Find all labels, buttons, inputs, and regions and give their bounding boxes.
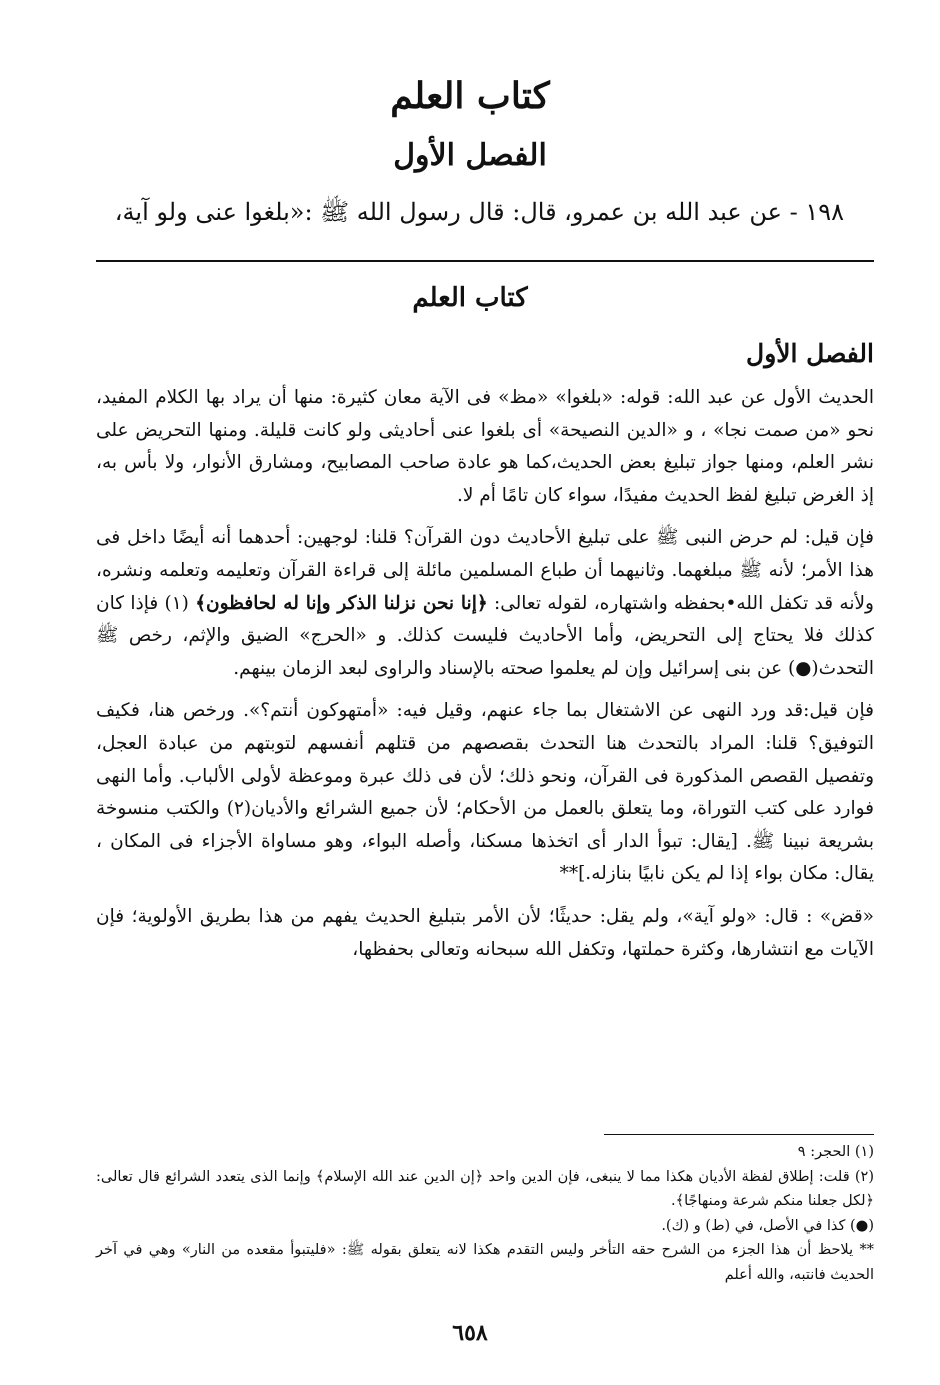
commentary-paragraph-2 [96,522,874,685]
commentary-paragraph-4: «قض» : قال: «ولو آية»، ولم يقل: حديثًا؛ لأن الأمر بتبليغ الحديث يفهم من هذا بطريق الأولوية؛ فإن الآيات مع انتشارها، وكثرة حملتها، وتكفل الله سبحانه وتعالى بحفظها، [96,905,874,960]
quran-verse: ﴿إنا نحن نزلنا الذكر وإنا له لحافظون﴾ [195,592,488,614]
commentary-chapter-heading: الفصل الأول [746,339,874,368]
footnote-2: (٢) قلت: إطلاق لفظة الأديان هكذا مما لا ينبغى، فإن الدين واحد ﴿إن الدين عند الله الإسلام﴾ وإنما الذى يتعدد الشرائع قال تعالى: ﴿لكل جعلنا منكم شرعة ومنهاجًا﴾. [96,1168,874,1209]
chapter-title: الفصل الأول [393,138,547,173]
commentary-body [96,382,874,966]
commentary-title: كتاب العلم [412,283,528,313]
footnote-4: ** يلاحظ أن هذا الجزء من الشرح حقه التأخر وليس التقدم هكذا لانه يتعلق بقوله ﷺ: «فليتبوأ مقعده من النار» وهي في آخر الحديث فانتبه، والله أعلم [96,1242,874,1283]
separator-rule [96,260,874,262]
footnote-3: (●) كذا في الأصل، في (ط) و (ك). [661,1217,874,1234]
book-title: كتاب العلم [390,75,550,117]
page-number: ٦٥٨ [452,1320,488,1346]
footnote-rule [604,1134,874,1135]
commentary-paragraph-3: فإن قيل:قد ورد النهى عن الاشتغال بما جاء عنهم، وقيل فيه: «أمتهوكون أنتم؟». ورخص هنا، فكيف التوفيق؟ قلنا: المراد بالتحدث هنا التحدث بقصصهم من قتلهم أنفسهم لتوبتهم من عبادة العجل، وتفصيل القصص المذكورة فى القرآن، ونحو ذلك؛ لأن فى ذلك عبرة وموعظة لأولى الألباب. وأما النهى فوارد على كتب التوراة، وما يتعلق بالعمل من الأحكام؛ لأن جميع الشرائع والأديان(٢) والكتب منسوخة بشريعة نبينا ﷺ. [يقال: تبوأ الدار أى اتخذها مسكنا، وأصله البواء، وهو مساواة الأجزاء فى المكان ، يقال: مكان بواء إذا لم يكن نابيًا بنازله.]** [96,700,874,885]
paragraph-2-text-b: (١) فإذا كان كذلك فلا يحتاج إلى التحريض، وأما الأحاديث فليست كذلك. و «الحرج» الضيق والإثم، رخص ﷺ التحدث(●) عن بنى إسرائيل وإن لم يعلموا صحته بالإسناد والراوى لبعد الزمان بينهم. [96,592,874,679]
paragraph-2-text-a: فإن قيل: لم حرض النبى ﷺ على تبليغ الأحاديث دون القرآن؟ قلنا: لوجهين: أحدهما أنه أيضًا داخل فى هذا الأمر؛ لأنه ﷺ مبلغهما. وثانيهما أن طباع المسلمين مائلة إلى قراءة القرآن وتعليمه وتعلمه ونشره، ولأنه قد تكفل الله•بحفظه واشتهاره، لقوله تعالى: [96,527,874,614]
hadith-text: ١٩٨ - عن عبد الله بن عمرو، قال: قال رسول الله ﷺ :«بلغوا عنى ولو آية، [114,198,844,226]
footnotes [96,1140,874,1287]
commentary-paragraph-1: الحديث الأول عن عبد الله: قوله: «بلغوا» «مظ» فى الآية معان كثيرة: منها أن يراد بها الكلام المفيد، نحو «من صمت نجا» ، و «الدين النصيحة» أى بلغوا عنى أحاديثى ولو كانت قليلة. ومنها التحريض على نشر العلم، ومنها جواز تبليغ بعض الحديث،كما هو عادة صاحب المصابيح، ومشارق الأنوار، ولا بأس به، إذ الغرض تبليغ لفظ الحديث مفيدًا، سواء كان تامًا أم لا. [96,387,874,506]
footnote-1: (١) الحجر: ٩ [797,1144,874,1160]
